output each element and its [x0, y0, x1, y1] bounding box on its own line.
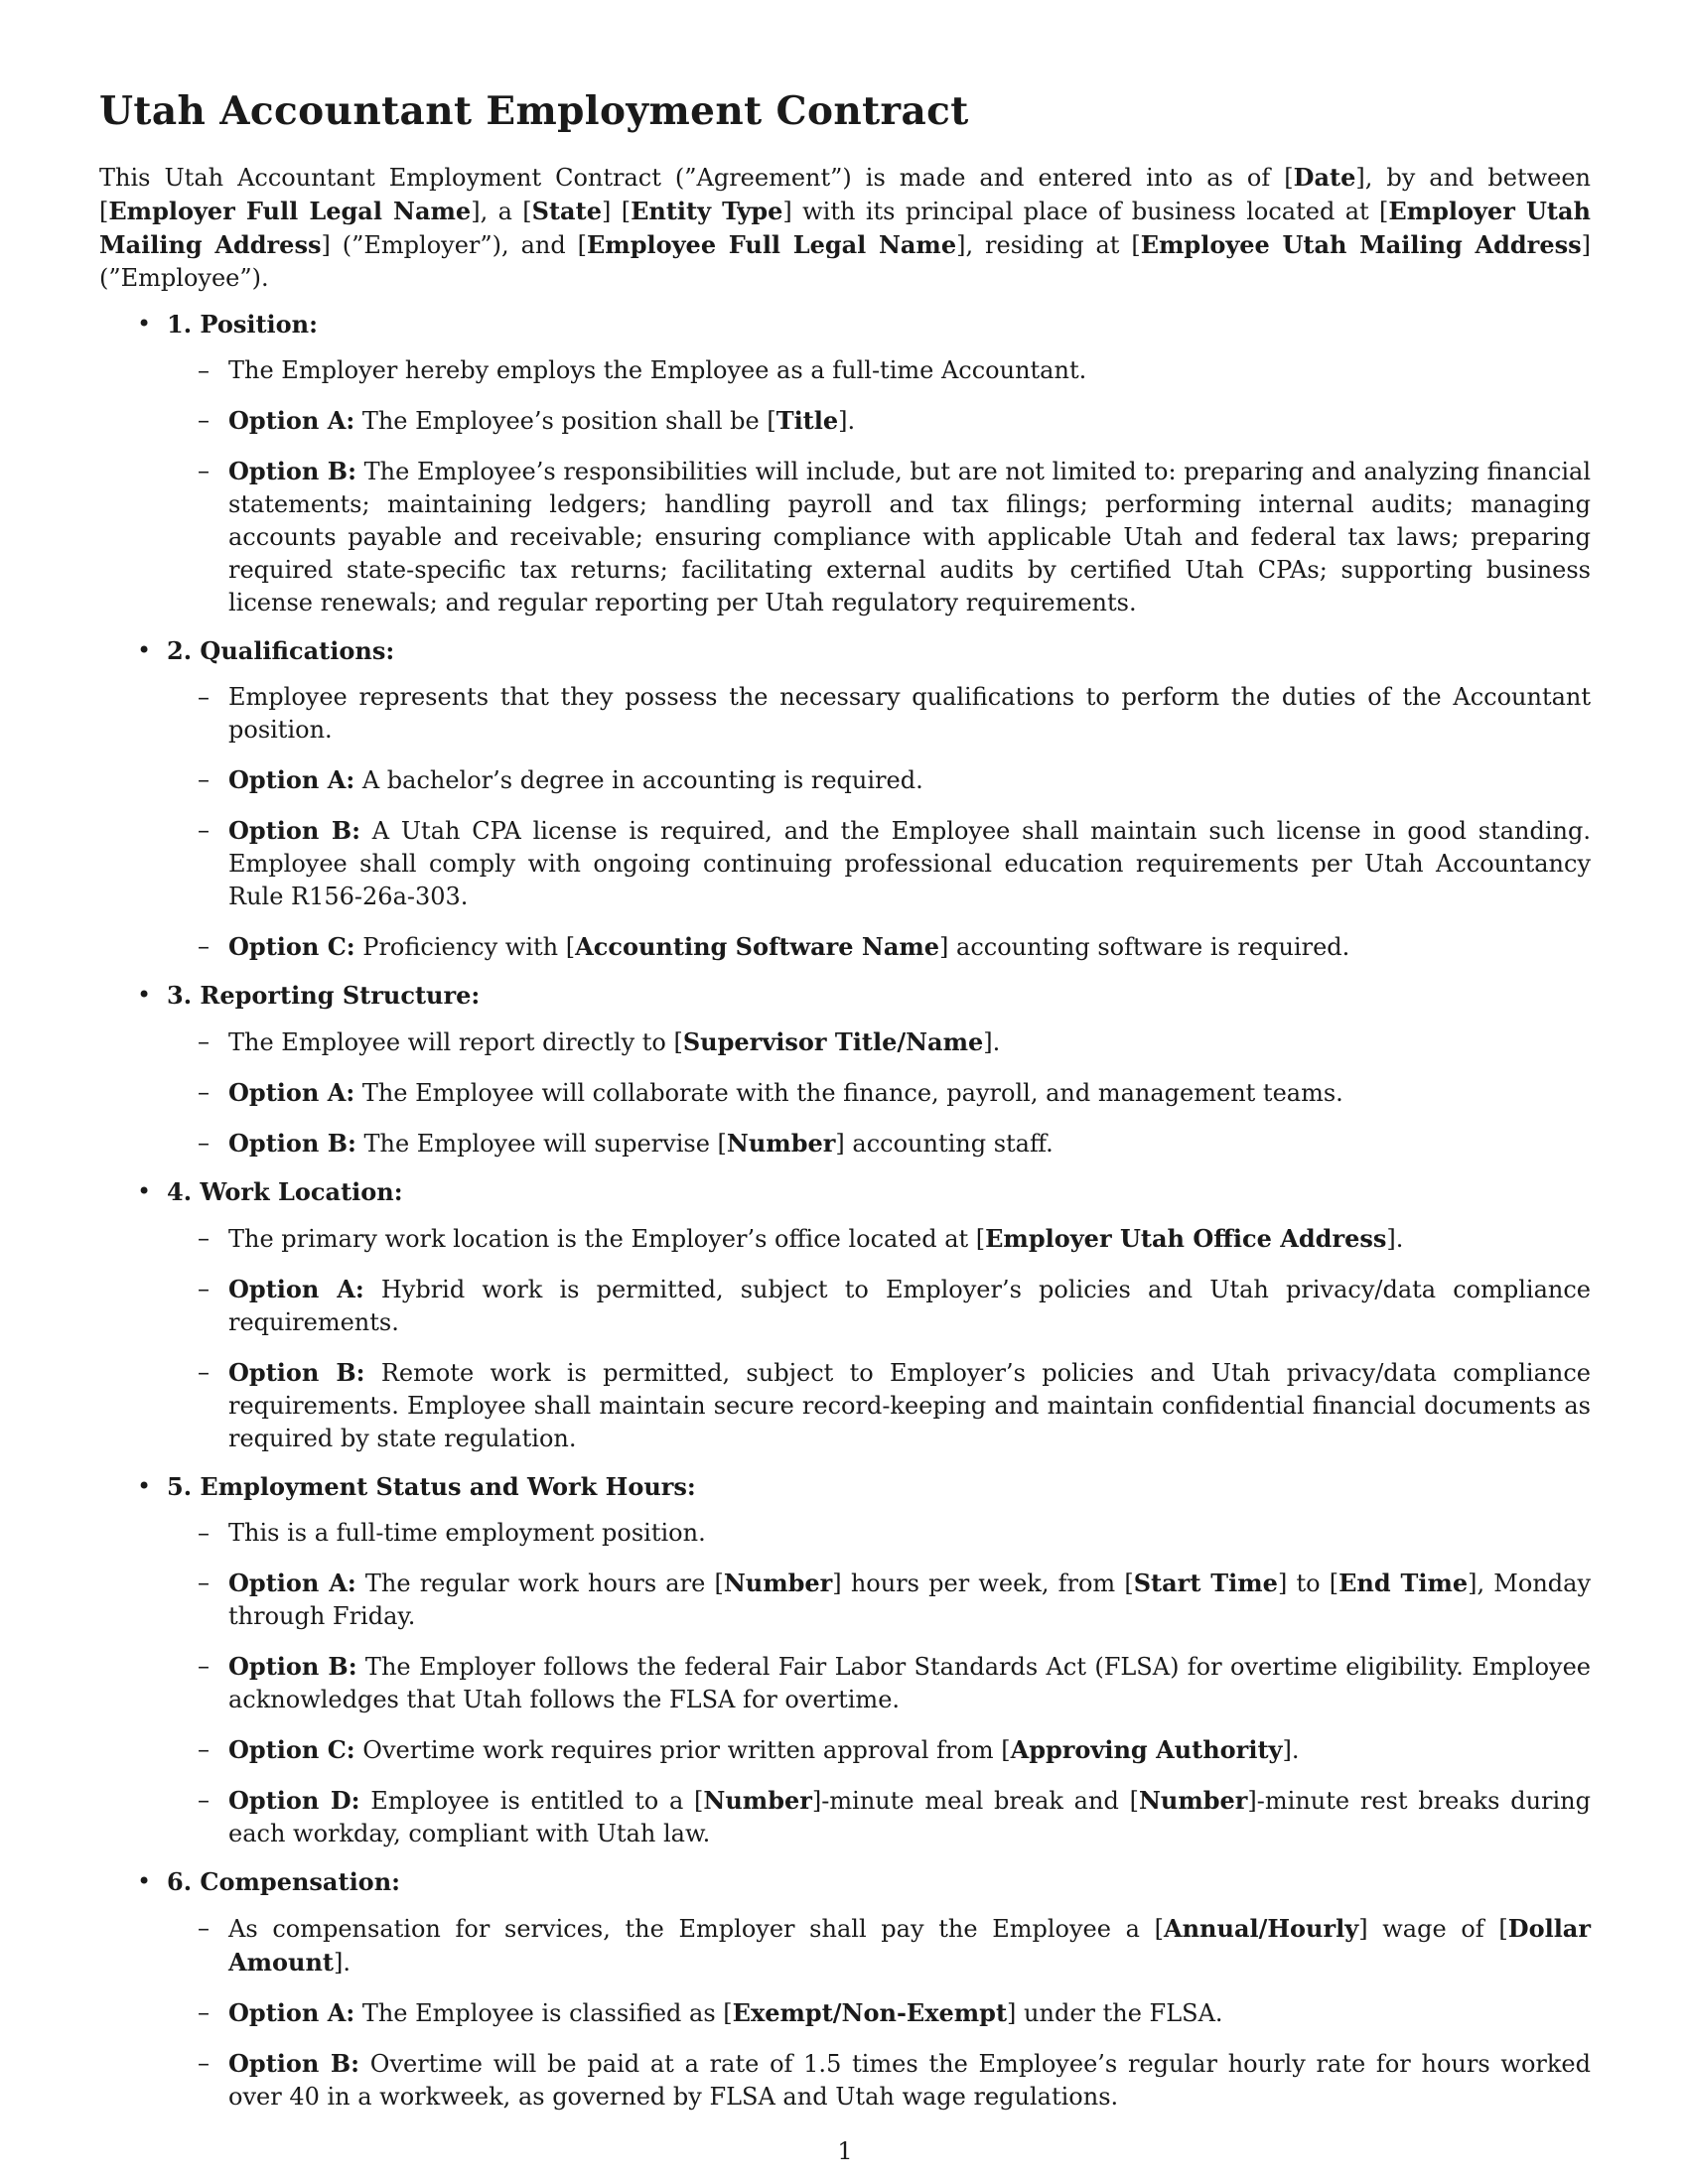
list-item — [99, 1733, 1591, 1767]
list-item — [99, 930, 1591, 964]
placeholder-field: Annual/Hourly — [1163, 1914, 1359, 1943]
dash-icon: – — [198, 1519, 210, 1547]
dash-icon: – — [198, 1027, 210, 1055]
dash-icon: – — [198, 1358, 210, 1386]
placeholder-field: Option B: — [228, 1652, 357, 1681]
placeholder-field: Option A: — [228, 1998, 355, 2027]
text-run: ]. — [334, 1949, 352, 1977]
text-run: Hybrid work is permitted, subject to Employer’s policies and Utah privacy/data compliance requirements. — [228, 1276, 1592, 1336]
placeholder-field: Option B: — [228, 1129, 356, 1158]
placeholder-field: Option A: — [228, 1078, 355, 1107]
section-heading — [99, 308, 1591, 341]
text-run: ] (”Employer”), and [ — [321, 231, 588, 259]
text-run: ], Monday through Friday. — [228, 1570, 1592, 1630]
list-item — [99, 354, 1591, 387]
placeholder-field: Employer Utah Mailing Address — [99, 197, 1591, 259]
list-item — [99, 2047, 1591, 2114]
placeholder-field: Option B: — [228, 457, 356, 485]
list-item — [99, 681, 1591, 747]
bullet-icon: • — [137, 636, 152, 664]
placeholder-field: Option A: — [228, 1275, 364, 1303]
dash-icon: – — [198, 1129, 210, 1157]
section-items — [99, 1025, 1591, 1160]
text-run: Overtime will be paid at a rate of 1.5 times the Employee’s regular hourly rate for hours worked over 40 in a workweek, as governed by FLSA and Utah wage regulations. — [228, 2050, 1591, 2111]
text-run: Overtime work requires prior written approval from [ — [354, 1736, 1011, 1764]
section-heading — [99, 1175, 1591, 1208]
text-run: ] wage of [ — [1358, 1915, 1508, 1943]
text-run: ], by and between [ — [99, 164, 1591, 225]
placeholder-field: State — [531, 197, 602, 225]
document-title: Utah Accountant Employment Contract — [99, 88, 969, 134]
placeholder-field: Accounting Software Name — [575, 932, 940, 961]
bullet-icon: • — [137, 1472, 152, 1500]
list-item — [99, 1025, 1591, 1059]
text-run: ] under the FLSA. — [1007, 1999, 1223, 2027]
intro-paragraph — [99, 161, 1591, 295]
placeholder-field: Number — [703, 1786, 812, 1815]
section-heading — [99, 1470, 1591, 1503]
list-item — [99, 814, 1591, 913]
placeholder-field: Option C: — [228, 932, 355, 961]
section-items — [99, 1517, 1591, 1850]
dash-icon: – — [198, 356, 210, 384]
text-run: A Utah CPA license is required, and the Employee shall maintain such license in good standing. Employee shall comply with ongoing continuing professional education requirements per Utah Accountancy Rule R156-26a-303. — [228, 817, 1591, 910]
dash-icon: – — [198, 1998, 210, 2026]
placeholder-field: Date — [1293, 163, 1356, 192]
text-run: ]. — [1282, 1736, 1300, 1764]
text-run: The primary work location is the Employer’s office located at [ — [228, 1225, 986, 1253]
section — [99, 1470, 1591, 1850]
text-run: ] with its principal place of business located at [ — [782, 198, 1389, 225]
text-run: The Employee will report directly to [ — [228, 1028, 683, 1056]
text-run: ]. — [1386, 1225, 1404, 1253]
dash-icon: – — [198, 683, 210, 711]
text-run: ], residing at [ — [956, 231, 1141, 259]
section-items — [99, 1222, 1591, 1455]
placeholder-field: Option D: — [228, 1786, 360, 1815]
section — [99, 979, 1591, 1160]
placeholder-field: Approving Authority — [1010, 1735, 1283, 1764]
text-run: The Employer follows the federal Fair Labor Standards Act (FLSA) for overtime eligibility. Employee acknowledges that Utah follows the FLSA for overtime. — [228, 1653, 1591, 1713]
text-run: As compensation for services, the Employer shall pay the Employee a [ — [228, 1915, 1164, 1943]
section — [99, 1865, 1591, 2114]
section-heading-text: 2. Qualifications: — [167, 636, 395, 665]
text-run: ]-minute rest breaks during each workday, compliant with Utah law. — [228, 1787, 1591, 1847]
list-item — [99, 1273, 1591, 1339]
text-run: ] to [ — [1277, 1570, 1339, 1597]
dash-icon: – — [198, 816, 210, 844]
text-run: Remote work is permitted, subject to Employer’s policies and Utah privacy/data compliance requirements. Employee shall maintain secure record-keeping and maintain confidential financial documents as required by state regulation. — [228, 1359, 1591, 1452]
list-item — [99, 455, 1591, 619]
text-run: The regular work hours are [ — [355, 1570, 724, 1597]
list-item — [99, 1784, 1591, 1850]
text-run: The Employee will supervise [ — [355, 1130, 727, 1158]
placeholder-field: Option A: — [228, 406, 355, 435]
text-run: ] accounting software is required. — [939, 933, 1350, 961]
bullet-icon: • — [137, 1177, 152, 1205]
list-item — [99, 1127, 1591, 1160]
section-heading — [99, 634, 1591, 667]
placeholder-field: Employer Utah Office Address — [985, 1224, 1387, 1253]
list-item — [99, 1356, 1591, 1455]
text-run: This Utah Accountant Employment Contract (”Agreement”) is made and entered into as of [ — [99, 164, 1294, 192]
dash-icon: – — [198, 457, 210, 484]
section — [99, 1175, 1591, 1455]
dash-icon: – — [198, 1275, 210, 1302]
list-item — [99, 1650, 1591, 1716]
text-run: ], a [ — [471, 198, 532, 225]
text-run: The Employee’s responsibilities will include, but are not limited to: preparing and analyzing financial statements; maintaining ledgers; handling payroll and tax filings; performing internal audits; managing accounts payable and receivable; ensuring compliance with applicable Utah and federal tax laws; preparing required state-specific tax returns; facilitating external audits by certified Utah CPAs; supporting business license renewals; and regular reporting per Utah regulatory requirements. — [228, 458, 1591, 616]
placeholder-field: Number — [723, 1569, 833, 1597]
dash-icon: – — [198, 1078, 210, 1106]
placeholder-field: Supervisor Title/Name — [682, 1027, 984, 1056]
text-run: Employee represents that they possess the necessary qualifications to perform the duties of the Accountant position. — [228, 683, 1591, 744]
list-item — [99, 404, 1591, 438]
dash-icon: – — [198, 2049, 210, 2077]
list-item — [99, 1076, 1591, 1110]
dash-icon: – — [198, 1786, 210, 1814]
placeholder-field: Title — [775, 406, 839, 435]
text-run: The Employee’s position shall be [ — [354, 407, 776, 435]
placeholder-field: Employee Full Legal Name — [587, 230, 957, 259]
placeholder-field: Option A: — [228, 1569, 356, 1597]
placeholder-field: Option C: — [228, 1735, 355, 1764]
dash-icon: – — [198, 765, 210, 793]
dash-icon: – — [198, 1224, 210, 1252]
placeholder-field: Number — [726, 1129, 836, 1158]
document-page — [99, 0, 1591, 2184]
section-heading — [99, 979, 1591, 1012]
section-heading-text: 1. Position: — [167, 310, 318, 339]
text-run: ] (”Employee”). — [99, 231, 1591, 292]
section-heading-text: 6. Compensation: — [167, 1867, 400, 1896]
list-item — [99, 1222, 1591, 1256]
text-run: ]. — [983, 1028, 1001, 1056]
text-run: The Employer hereby employs the Employee as a full-time Accountant. — [228, 356, 1087, 384]
text-run: ] [ — [601, 198, 632, 225]
placeholder-field: Start Time — [1133, 1569, 1278, 1597]
section-heading-text: 4. Work Location: — [167, 1177, 403, 1206]
placeholder-field: Employer Full Legal Name — [108, 197, 472, 225]
section-list — [99, 308, 1591, 2128]
section-heading — [99, 1865, 1591, 1898]
placeholder-field: Dollar Amount — [228, 1914, 1591, 1977]
list-item — [99, 763, 1591, 797]
text-run: ] accounting staff. — [835, 1130, 1054, 1158]
placeholder-field: Option A: — [228, 765, 355, 794]
text-run: ] hours per week, from [ — [832, 1570, 1134, 1597]
text-run: ]-minute meal break and [ — [811, 1787, 1139, 1815]
section — [99, 634, 1591, 964]
placeholder-field: Option B: — [228, 1358, 365, 1387]
text-run: The Employee is classified as [ — [354, 1999, 733, 2027]
list-item — [99, 1567, 1591, 1633]
text-run: ]. — [838, 407, 856, 435]
section-items — [99, 1912, 1591, 2114]
list-item — [99, 1517, 1591, 1550]
placeholder-field: Employee Utah Mailing Address — [1140, 230, 1582, 259]
section-items — [99, 681, 1591, 964]
dash-icon: – — [198, 932, 210, 960]
placeholder-field: Option B: — [228, 2049, 359, 2078]
placeholder-field: Option B: — [228, 816, 360, 845]
section-heading-text: 3. Reporting Structure: — [167, 981, 481, 1010]
page-number: 1 — [837, 2137, 853, 2165]
section-heading-text: 5. Employment Status and Work Hours: — [167, 1472, 696, 1501]
placeholder-field: Exempt/Non-Exempt — [732, 1998, 1008, 2027]
placeholder-field: Entity Type — [631, 197, 783, 225]
list-item — [99, 1996, 1591, 2030]
dash-icon: – — [198, 1652, 210, 1680]
section-items — [99, 354, 1591, 619]
list-item — [99, 1912, 1591, 1979]
dash-icon: – — [198, 1914, 210, 1942]
bullet-icon: • — [137, 310, 152, 338]
section — [99, 308, 1591, 619]
text-run: A bachelor’s degree in accounting is required. — [354, 766, 923, 794]
text-run: The Employee will collaborate with the finance, payroll, and management teams. — [354, 1079, 1343, 1107]
dash-icon: – — [198, 1569, 210, 1596]
dash-icon: – — [198, 406, 210, 434]
text-run: Employee is entitled to a [ — [359, 1787, 704, 1815]
bullet-icon: • — [137, 1867, 152, 1895]
text-run: Proficiency with [ — [354, 933, 576, 961]
dash-icon: – — [198, 1735, 210, 1763]
placeholder-field: Number — [1138, 1786, 1248, 1815]
text-run: This is a full-time employment position. — [228, 1519, 706, 1547]
bullet-icon: • — [137, 981, 152, 1009]
placeholder-field: End Time — [1338, 1569, 1469, 1597]
